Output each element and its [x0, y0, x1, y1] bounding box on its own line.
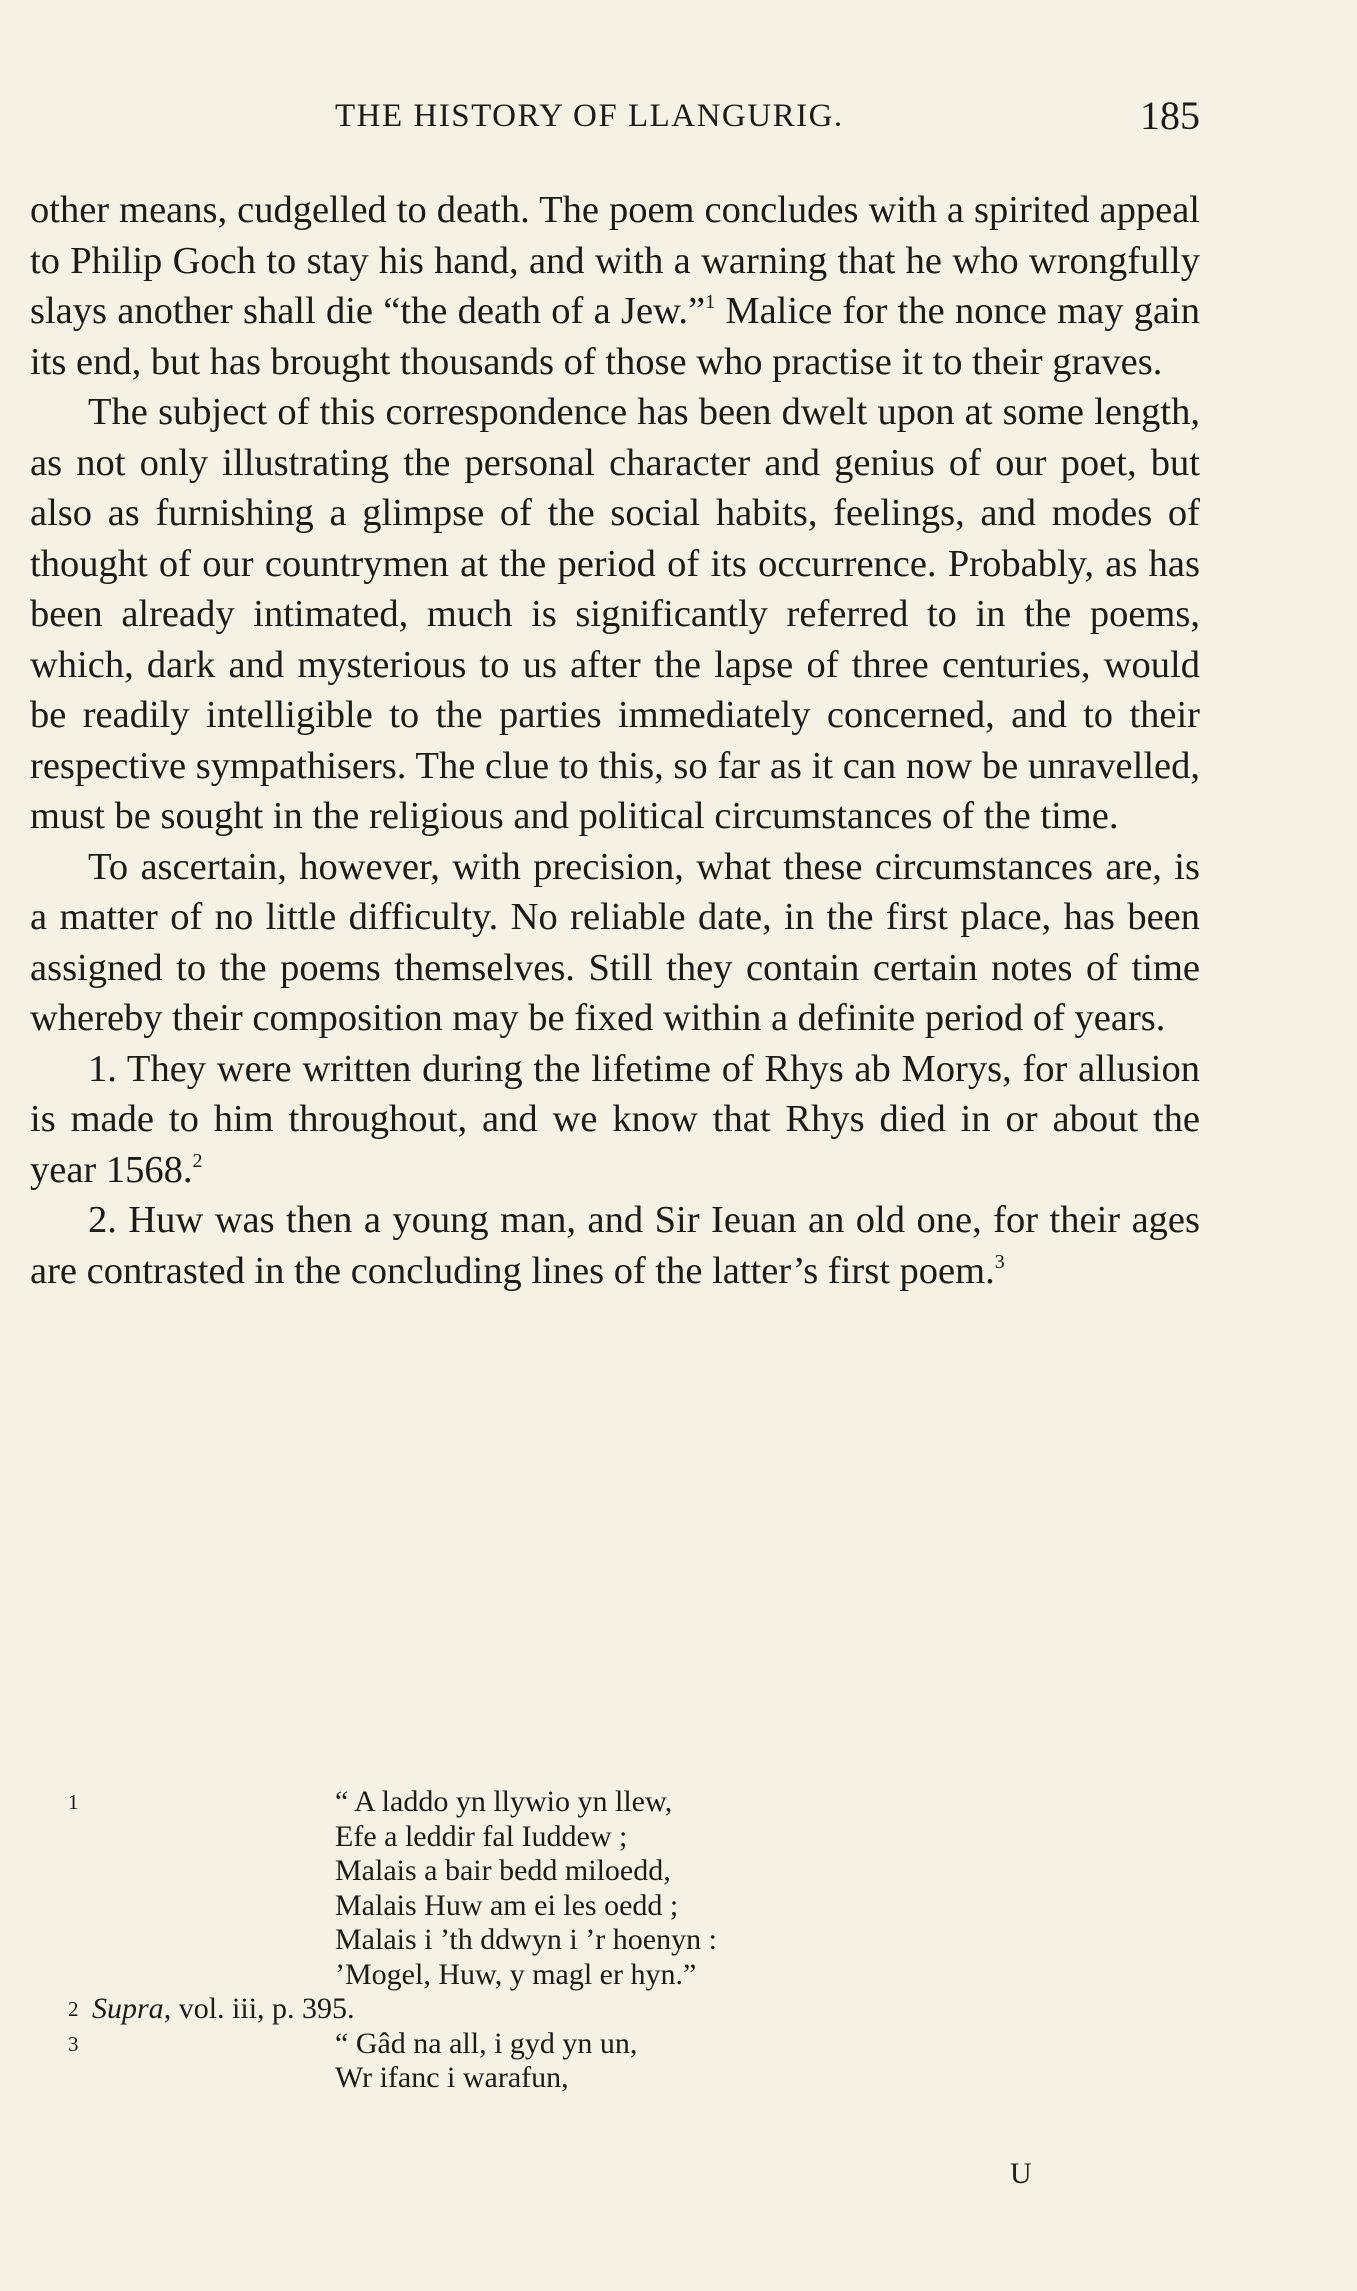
paragraph-text: Malice for the nonce may gain its end, but has brought thousands of those who practise it to their graves. [30, 290, 1200, 383]
verse-line: Wr ifanc i warafun, [335, 2061, 569, 2094]
footnote-ref[interactable]: 2 [192, 1149, 203, 1172]
verse-line: Efe a leddir fal Iuddew ; [335, 1819, 628, 1853]
body-text [30, 185, 1200, 1296]
footnote-ref-rest: , vol. iii, p. 395. [163, 1992, 355, 2025]
verse-line: Malais a bair bedd miloedd, [335, 1854, 671, 1887]
paragraph-text: 1. They were written during the lifetime of Rhys ab Morys, for allusion is made to him throughout, and we know that Rhys died in or about the year 1568. [30, 1047, 1200, 1191]
paragraph-text: The subject of this correspondence has been dwelt upon at some length, as not only illustrating the personal character and genius of our poet, but also as furnishing a glimpse of the social habits, feelings, and modes of thought of our countrymen at the period of its occurrence. Probably, as has been already intimated, much is significantly referred to in the poems, which, dark and mysterious to us after the lapse of three centuries, would be readily intelligible to the parties immediately concerned, and to their respective sympathisers. The clue to this, so far as it can now be unravelled, must be sought in the religious and political circumstances of the time. [30, 391, 1200, 837]
footnote-ref[interactable]: 1 [705, 291, 716, 313]
footnotes [30, 1785, 1200, 2096]
paragraph-text: other means, cudgelled to death. The poem concludes with a spirited appeal to Philip Goch to stay his hand, and with a warning that he who wrongfully slays another shall die “the death of a Jew.” [30, 189, 1200, 332]
verse-line: “ A laddo yn llywio yn llew, [335, 1785, 673, 1818]
paragraph-text: To ascertain, however, with precision, what these circumstances are, is a matter of no little difficulty. No reliable date, in the first place, has been assigned to the poems themselves. Still they contain certain notes of time whereby their composition may be fixed within a definite period of years. [30, 845, 1200, 1039]
footnote-3 [30, 2027, 1200, 2096]
footnote-ref[interactable]: 3 [994, 1250, 1005, 1273]
paragraph [30, 842, 1200, 1044]
footnote-1 [30, 1785, 1200, 1992]
paragraph-text: 2. Huw was then a young man, and Sir Ieuan an old one, for their ages are contrasted in the concluding lines of the latter’s first poem. [30, 1199, 1200, 1292]
paragraph [30, 1195, 1200, 1296]
verse-quote [30, 1785, 1200, 1992]
running-title: THE HISTORY OF LLANGURIG. [335, 98, 844, 134]
verse-quote [30, 2027, 1200, 2096]
footnote-mark: 2 [68, 1997, 79, 2021]
verse-line: Malais i ’th ddwyn i ’r hoenyn : [335, 1923, 717, 1956]
footnote-reference [30, 1992, 1200, 2027]
signature-mark: U [1010, 2157, 1032, 2190]
page-number: 185 [1140, 93, 1200, 138]
footnote-ref-italic: Supra [92, 1992, 164, 2025]
verse-line: “ Gâd na all, i gyd yn un, [335, 2026, 638, 2060]
verse-line: ’Mogel, Huw, y magl er hyn.” [335, 1957, 697, 1991]
paragraph [30, 185, 1200, 387]
running-head [30, 92, 1200, 142]
paragraph [30, 387, 1200, 842]
footnote-mark: 1 [68, 1790, 79, 1814]
footnote-mark: 3 [68, 2031, 79, 2056]
footnote-2 [30, 1992, 1200, 2027]
verse-line: Malais Huw am ei les oedd ; [335, 1888, 679, 1922]
paragraph [30, 1044, 1200, 1196]
